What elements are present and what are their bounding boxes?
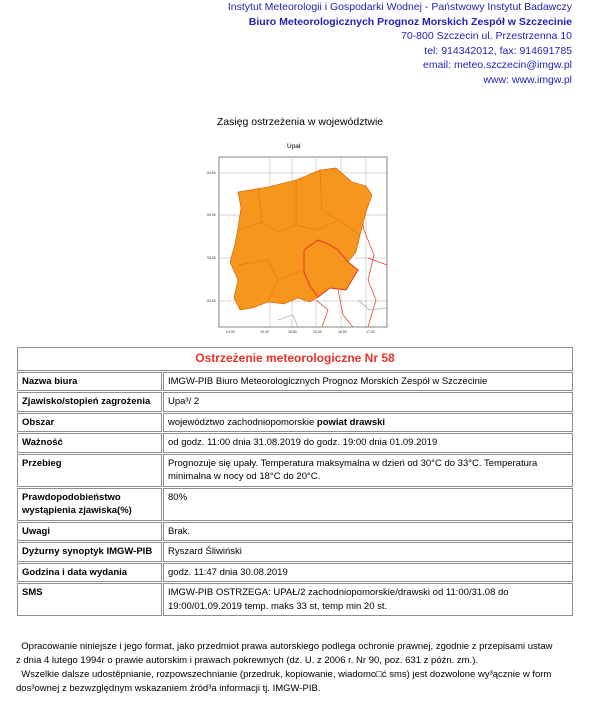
y-tick: 53.50 — [207, 256, 216, 260]
footer-line: dos³ownej z bezwzględnym wskazaniem źród³a informacji tj. IMGW-PIB. — [16, 683, 321, 694]
bureau-name: Biuro Meteorologicznych Prognoz Morskich Zespół w Szczecinie — [248, 15, 572, 28]
table-row — [17, 372, 573, 392]
address: 70-800 Szczecin ul. Przestrzenna 10 — [400, 30, 572, 43]
area-county: powiat drawski — [316, 416, 386, 428]
row-label: Ważność — [17, 433, 162, 453]
x-tick: 17.00 — [366, 330, 375, 334]
table-row — [17, 488, 573, 521]
x-tick: 15.00 — [260, 330, 269, 334]
phone: tel: 914342012, fax: 914691785 — [424, 44, 572, 57]
row-value: IMGW-PIB OSTRZEGA: UPAŁ/2 zachodniopomorskie/drawski od 11:00/31.08 do 19:00/01.09.2019 temp. maks 33 st, temp min 20 st. — [163, 583, 573, 616]
row-value: 80% — [163, 488, 573, 521]
row-value: Brak. — [163, 522, 573, 542]
table-row — [17, 522, 573, 542]
row-label: Zjawisko/stopień zagrożenia — [17, 392, 162, 412]
row-value: IMGW-PIB Biuro Meteorologicznych Prognoz Morskich Zespół w Szczecinie — [163, 372, 573, 392]
x-tick: 14.50 — [226, 330, 235, 334]
row-label: Obszar — [17, 413, 162, 433]
x-tick: 16.50 — [338, 330, 347, 334]
row-label: Dyżurny synoptyk IMGW-PIB — [17, 542, 162, 562]
row-value: Prognozuje się upały. Temperatura maksymalna w dzień od 30°C do 33°C. Temperatura minimalna w nocy od 18°C do 20°C. — [163, 454, 573, 487]
row-label: Przebieg — [17, 454, 162, 487]
row-label: SMS — [17, 583, 162, 616]
email[interactable]: email: meteo.szczecin@imgw.pl — [423, 59, 572, 72]
table-row — [17, 392, 573, 412]
table-row — [17, 563, 573, 583]
y-tick: 54.50 — [207, 171, 216, 175]
x-tick: 15.50 — [288, 330, 297, 334]
table-row — [17, 454, 573, 487]
footer-line: Wszelkie dalsze udostêpnianie, rozpowszechnianie (przedruk, kopiowanie, wiadomo□ć sms) jest dozwolone wy³ącznie w form — [21, 669, 552, 680]
row-value: od godz. 11:00 dnia 31.08.2019 do godz. 19:00 dnia 01.09.2019 — [163, 433, 573, 453]
warning-title: Ostrzeżenie meteorologiczne Nr 58 — [17, 347, 573, 371]
warning-table — [16, 346, 574, 617]
footer-line: z dnia 4 lutego 1994r o prawie autorskim i prawach pokrewnych (dz. U. z 2006 r. Nr 90, poz. 631 z późn. zm.). — [16, 655, 479, 666]
institute-name: Instytut Meteorologii i Gospodarki Wodnej - Państwowy Instytut Badawczy — [227, 1, 572, 13]
footer-line: Opracowanie niniejsze i jego format, jako przedmiot prawa autorskiego podlega ochronie prawnej, zgodnie z przepisami ustaw — [21, 641, 553, 652]
table-row — [17, 413, 573, 433]
table-row — [17, 433, 573, 453]
row-label: Godzina i data wydania — [17, 563, 162, 583]
copyright-footer — [16, 640, 616, 696]
row-value — [163, 413, 573, 433]
y-tick: 53.00 — [207, 299, 216, 303]
warning-map — [207, 140, 390, 345]
y-tick: 54.00 — [207, 213, 216, 217]
area-voivodeship: województwo zachodniopomorskie — [168, 416, 315, 428]
row-label: Uwagi — [17, 522, 162, 542]
map-subtitle: Upał — [287, 143, 301, 150]
table-row — [17, 542, 573, 562]
table-row — [17, 583, 573, 616]
row-value: Ryszard Śliwiński — [163, 542, 573, 562]
row-label: Nazwa biura — [17, 372, 162, 392]
website[interactable]: www: www.imgw.pl — [483, 73, 572, 86]
institution-header — [228, 0, 572, 88]
row-value: godz. 11:47 dnia 30.08.2019 — [163, 563, 573, 583]
map-title: Zasięg ostrzeżenia w województwie — [216, 116, 384, 128]
x-tick: 16.00 — [313, 330, 322, 334]
row-value: Upa³/ 2 — [163, 392, 573, 412]
row-label: Prawdopodobieństwo wystąpienia zjawiska(%) — [17, 488, 162, 521]
